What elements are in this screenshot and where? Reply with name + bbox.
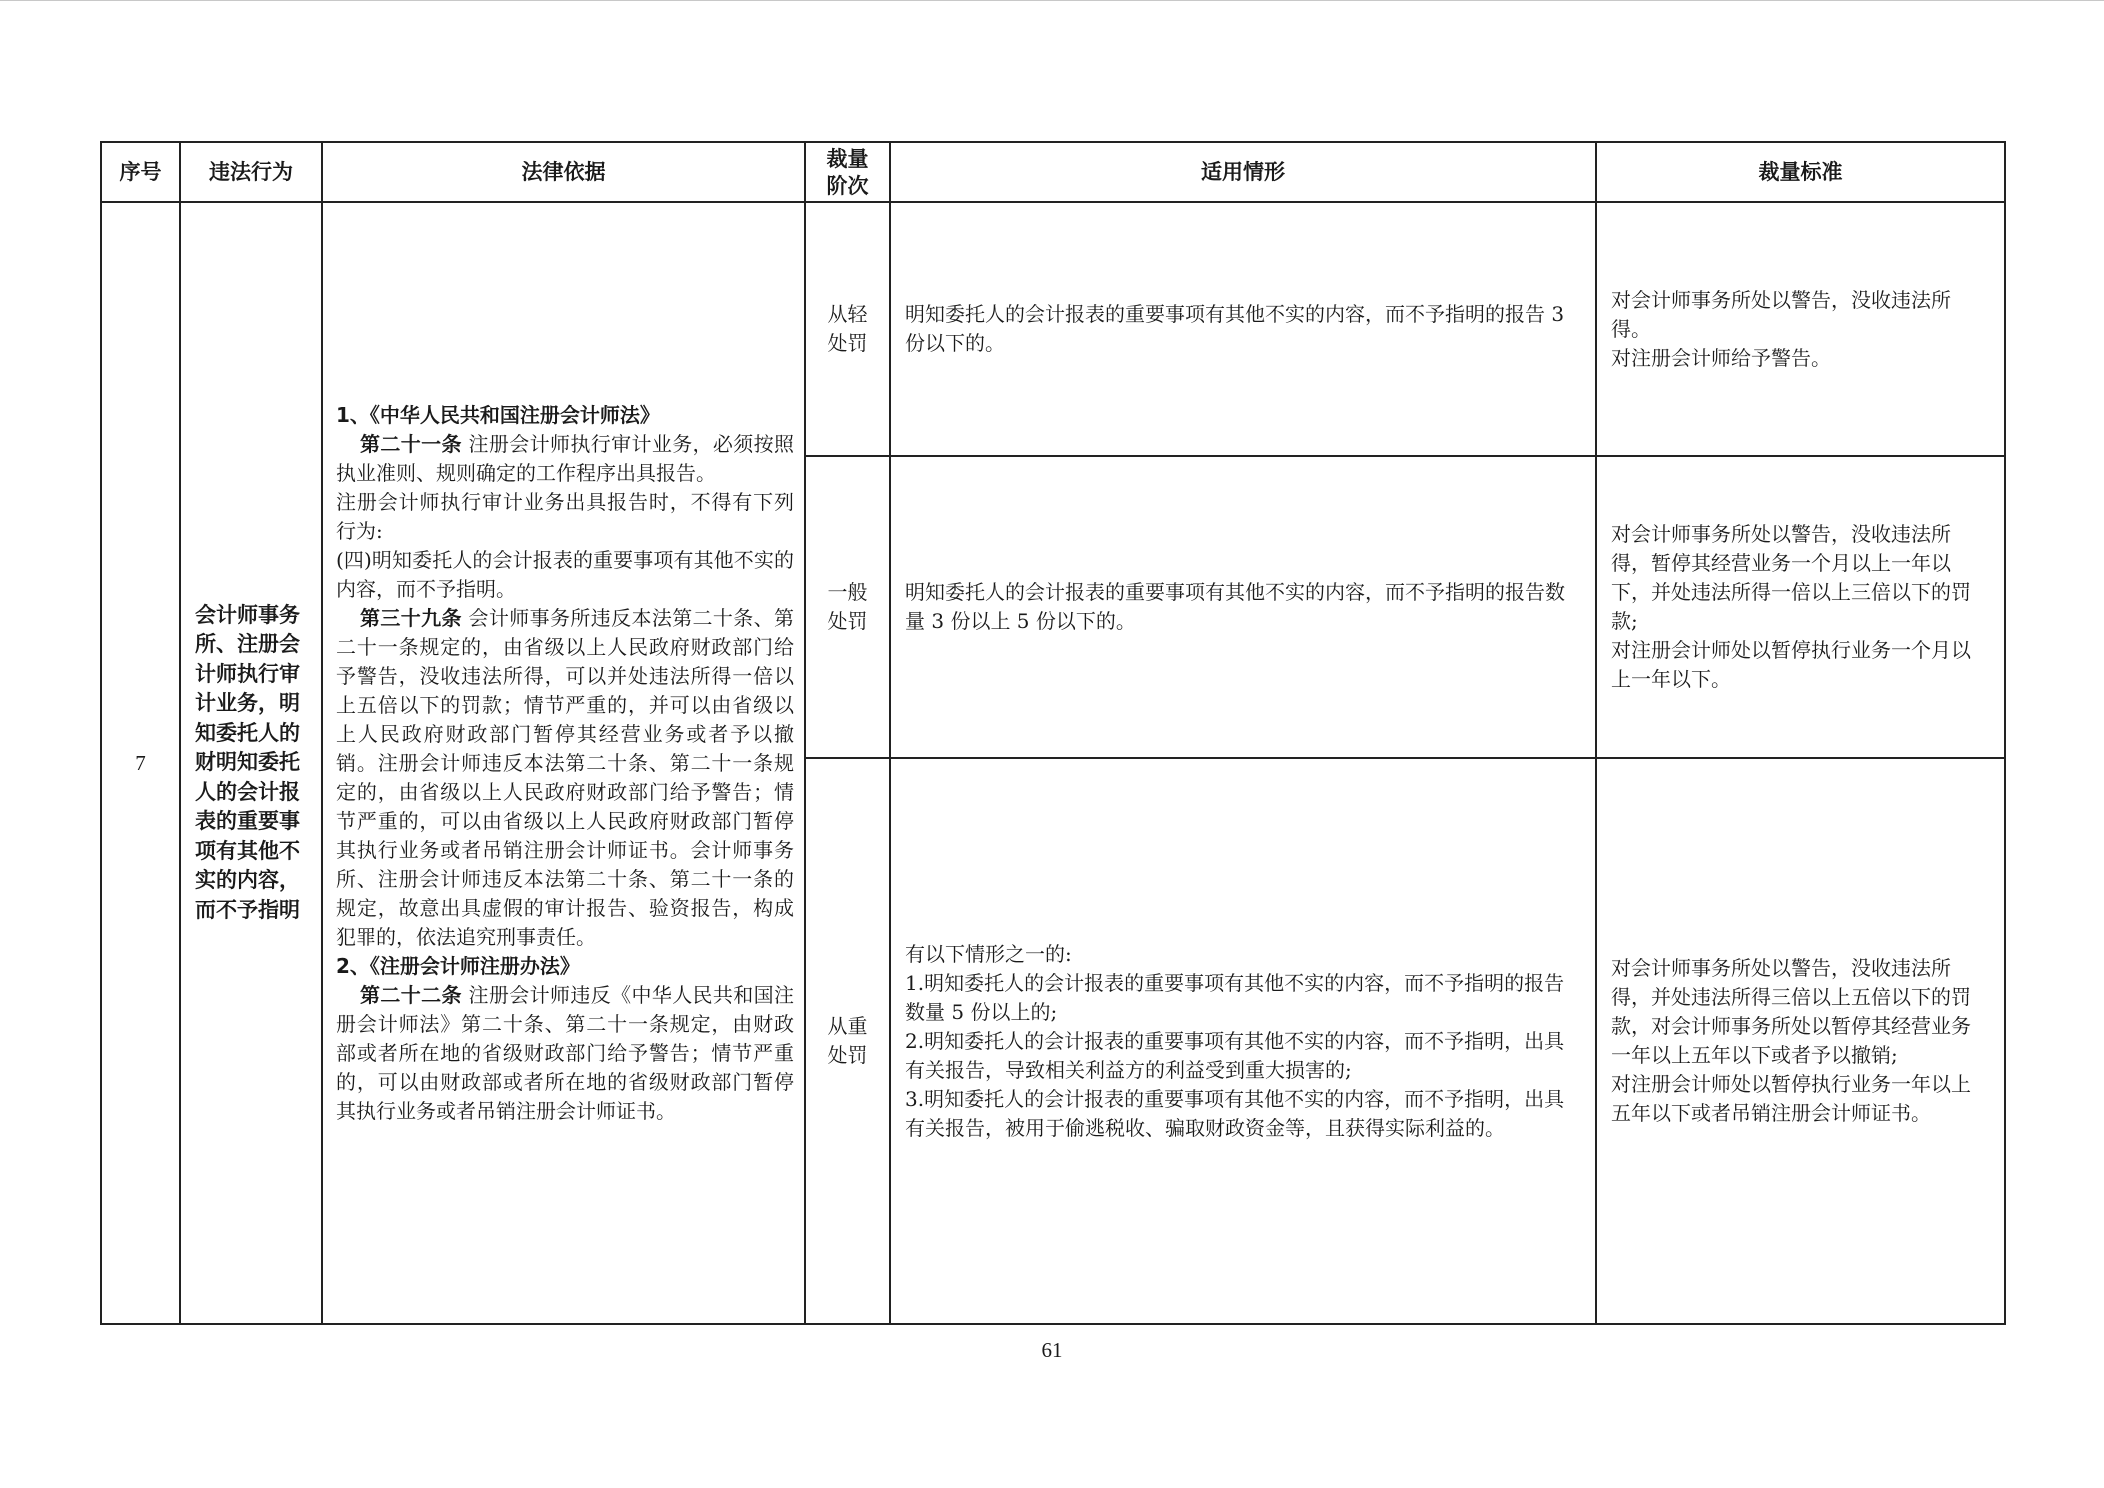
situation-heavy-line: 3.明知委托人的会计报表的重要事项有其他不实的内容，而不予指明，出具有关报告，被用于偷逃税收、骗取财政资金等，且获得实际利益的。 [905, 1086, 1565, 1140]
standard-heavy-line: 对注册会计师处以暂停执行业务一年以上五年以下或者吊销注册会计师证书。 [1611, 1072, 1971, 1125]
header-level [805, 142, 890, 202]
law2-article22 [336, 981, 794, 1126]
level-general-line2: 处罚 [827, 609, 868, 633]
law1-title: 1、《中华人民共和国注册会计师法》 [336, 402, 660, 427]
header-seq: 序号 [101, 142, 180, 202]
law1-article39 [336, 604, 794, 952]
level-cell-general [805, 456, 890, 758]
law1-article21-no: 第二十一条 [360, 431, 462, 456]
level-heavy-line2: 处罚 [827, 1043, 868, 1067]
table-header-row [101, 142, 2005, 202]
law1-article21-text2: 注册会计师执行审计业务出具报告时，不得有下列行为: [336, 489, 794, 543]
law2-article22-no: 第二十二条 [360, 982, 462, 1007]
header-standard: 裁量标准 [1596, 142, 2005, 202]
level-light-line1: 从轻 [827, 302, 868, 326]
level-cell-light [805, 202, 890, 456]
violation-text: 会计师事务所、注册会计师执行审计业务，明知委托人的财明知委托人的会计报表的重要事项有其他不实的内容，而不予指明 [195, 602, 300, 922]
situation-heavy-line: 有以下情形之一的: [905, 941, 1072, 966]
header-violation: 违法行为 [180, 142, 322, 202]
standard-general-line: 对注册会计师处以暂停执行业务一个月以上一年以下。 [1611, 638, 1971, 691]
law1-article21-text: 注册会计师执行审计业务，必须按照执业准则、规则确定的工作程序出具报告。 [336, 431, 795, 485]
page-number: 61 [1041, 1338, 1063, 1362]
level-heavy-line1: 从重 [827, 1014, 868, 1038]
situation-cell-general [890, 456, 1596, 758]
level-general-line1: 一般 [827, 580, 868, 604]
header-legal-basis: 法律依据 [322, 142, 805, 202]
law1-article21-item: (四)明知委托人的会计报表的重要事项有其他不实的内容，而不予指明。 [336, 547, 794, 601]
page-top-rule [0, 0, 2104, 1]
standard-cell-general [1596, 456, 2005, 758]
situation-heavy-line: 1.明知委托人的会计报表的重要事项有其他不实的内容，而不予指明的报告数量 5 份以上的; [905, 970, 1565, 1024]
standard-cell-heavy [1596, 758, 2005, 1324]
level-cell-heavy [805, 758, 890, 1324]
level-light-line2: 处罚 [827, 331, 868, 355]
header-level-line1: 裁量 [826, 145, 869, 171]
law2-title: 2、《注册会计师注册办法》 [336, 953, 580, 978]
situation-cell-heavy [890, 758, 1596, 1324]
standard-heavy-line: 对会计师事务所处以警告，没收违法所得，并处违法所得三倍以上五倍以下的罚款，对会计师事务所处以暂停其经营业务一年以上五年以下或者予以撤销; [1611, 956, 1971, 1067]
row-seq: 7 [101, 202, 180, 1324]
law1-article39-text: 会计师事务所违反本法第二十条、第二十一条规定的，由省级以上人民政府财政部门给予警告，没收违法所得，可以并处违法所得一倍以上五倍以下的罚款；情节严重的，并可以由省级以上人民政府财政部门暂停其经营业务或者予以撤销。注册会计师违反本法第二十条、第二十一条规定的，由省级以上人民政府财政部门给予警告；情节严重的，可以由省级以上人民政府财政部门暂停其执行业务或者吊销注册会计师证书。会计师事务所、注册会计师违反本法第二十条、第二十一条的规定，故意出具虚假的审计报告、验资报告，构成犯罪的，依法追究刑事责任。 [336, 605, 795, 949]
header-situation: 适用情形 [890, 142, 1596, 202]
legal-basis-cell [322, 202, 805, 1324]
situation-light-line: 明知委托人的会计报表的重要事项有其他不实的内容，而不予指明的报告 3 份以下的。 [905, 302, 1565, 355]
standard-general-line: 对会计师事务所处以警告，没收违法所得，暂停其经营业务一个月以上一年以下，并处违法所得一倍以上三倍以下的罚款; [1611, 522, 1971, 633]
penalty-discretion-table [100, 141, 2006, 1325]
table-row [101, 202, 2005, 456]
standard-light-line: 对会计师事务所处以警告，没收违法所得。 [1611, 287, 1951, 341]
law2-article22-text: 注册会计师违反《中华人民共和国注册会计师法》第二十条、第二十一条规定，由财政部或者所在地的省级财政部门给予警告；情节严重的，可以由财政部或者所在地的省级财政部门暂停其执行业务或者吊销注册会计师证书。 [336, 982, 795, 1123]
violation-cell [180, 202, 322, 1324]
law1-article21 [336, 430, 794, 488]
header-level-line2: 阶次 [826, 173, 869, 198]
law1-article39-no: 第三十九条 [360, 605, 462, 630]
situation-heavy-line: 2.明知委托人的会计报表的重要事项有其他不实的内容，而不予指明，出具有关报告，导致相关利益方的利益受到重大损害的; [905, 1028, 1565, 1082]
standard-cell-light [1596, 202, 2005, 456]
situation-general-line: 明知委托人的会计报表的重要事项有其他不实的内容，而不予指明的报告数量 3 份以上 5 份以下的。 [905, 580, 1565, 633]
situation-cell-light [890, 202, 1596, 456]
standard-light-line: 对注册会计师给予警告。 [1611, 345, 1831, 370]
